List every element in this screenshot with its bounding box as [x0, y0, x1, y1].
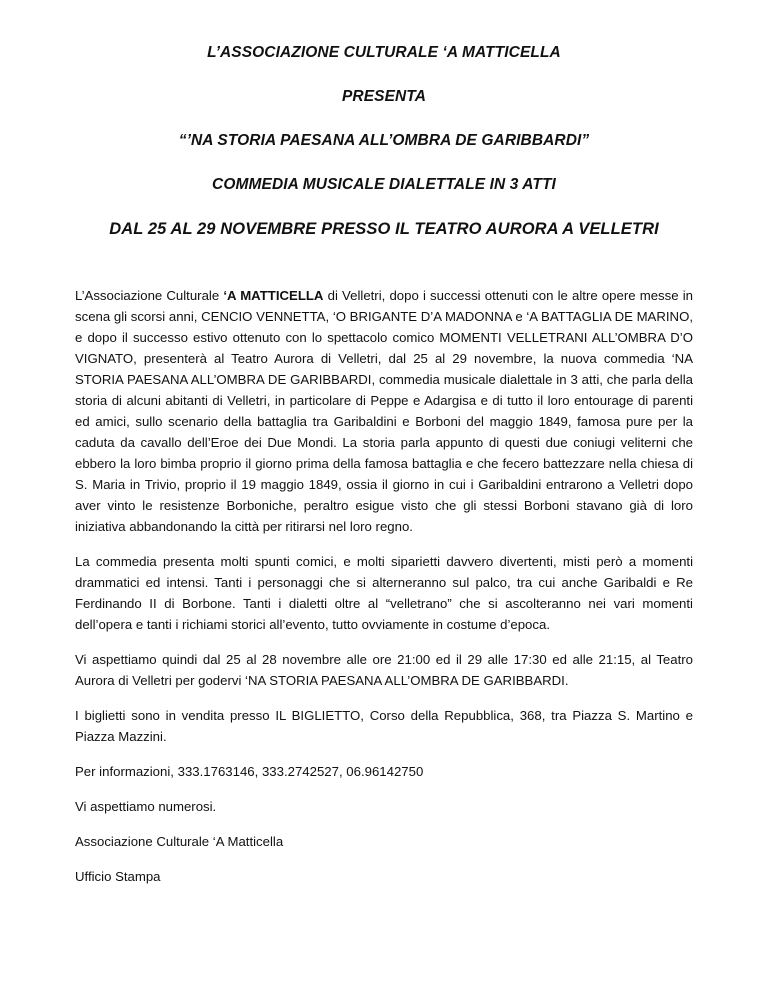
paragraph-intro [75, 285, 693, 537]
intro-text: L’Associazione Culturale [75, 288, 224, 303]
association-name-bold: ‘A MATTICELLA [223, 288, 324, 303]
document-body [75, 285, 693, 887]
intro-rest: di Velletri, dopo i successi ottenuti con le altre opere messe in scena gli scorsi anni, CENCIO VENNETTA, ‘O BRIGANTE D’A MADONNA e ‘A BATTAGLIA DE MARINO, e dopo il successo estivo ottenuto con lo spettacolo comico MOMENTI VELLETRANI ALL’OMBRA D’O VIGNATO, presenterà al Teatro Aurora di Velletri, dal 25 al 29 novembre, la nuova commedia ‘NA STORIA PAESANA ALL’OMBRA DE GARIBBARDI, commedia musicale dialettale in 3 atti, che parla della storia di alcuni abitanti di Velletri, in particolare di Peppe e Adargisa e di tutto il loro entourage di parenti ed amici, sullo scenario della battaglia tra Garibaldini e Borboni del maggio 1849, famosa pure per la caduta da cavallo dell’Eroe dei Due Mondi. La storia parla appunto di questi due coniugi veliterni che ebbero la loro bimba proprio il giorno prima della famosa battaglia e che fecero battezzare nella chiesa di S. Maria in Trivio, proprio il 19 maggio 1849, ossia il giorno in cui i Garibaldini entrarono a Velletri dopo aver vinto le resistenze Borboniche, peraltro esigue visto che gli stessi Borboni stavano già di loro iniziativa abbandonando la città per ritirarsi nel loro regno. [75, 288, 694, 534]
document-header [75, 0, 693, 239]
paragraph-contacts: Per informazioni, 333.1763146, 333.2742527, 06.96142750 [75, 764, 424, 779]
paragraph-tickets: I biglietti sono in vendita presso IL BIGLIETTO, Corso della Repubblica, 368, tra Piazza S. Martino e Piazza Mazzini. [75, 708, 693, 744]
association-title: L’ASSOCIAZIONE CULTURALE ‘A MATTICELLA [207, 44, 561, 61]
presents-line: PRESENTA [341, 88, 427, 105]
dates-venue-line: DAL 25 AL 29 NOVEMBRE PRESSO IL TEATRO AURORA A VELLETRI [109, 220, 659, 238]
signature-office: Ufficio Stampa [75, 869, 161, 884]
show-title: “’NA STORIA PAESANA ALL’OMBRA DE GARIBBARDI” [178, 132, 590, 149]
signature-association: Associazione Culturale ‘A Matticella [75, 834, 284, 849]
paragraph-schedule: Vi aspettiamo quindi dal 25 al 28 novembre alle ore 21:00 ed il 29 alle 17:30 ed alle 21:15, al Teatro Aurora di Velletri per godervi ‘NA STORIA PAESANA ALL’OMBRA DE GARIBBARDI. [75, 652, 693, 688]
paragraph-closing: Vi aspettiamo numerosi. [75, 799, 217, 814]
paragraph-comedy: La commedia presenta molti spunti comici, e molti siparietti davvero divertenti, misti però a momenti drammatici ed intensi. Tanti i personaggi che si alterneranno sul palco, tra cui anche Garibaldi e Re Ferdinando II di Borbone. Tanti i dialetti oltre al “velletrano” che si ascolteranno nei vari momenti dell’opera e tanti i richiami storici all’evento, tutto ovviamente in costume d’epoca. [75, 554, 693, 632]
show-subtitle: COMMEDIA MUSICALE DIALETTALE IN 3 ATTI [212, 176, 556, 193]
